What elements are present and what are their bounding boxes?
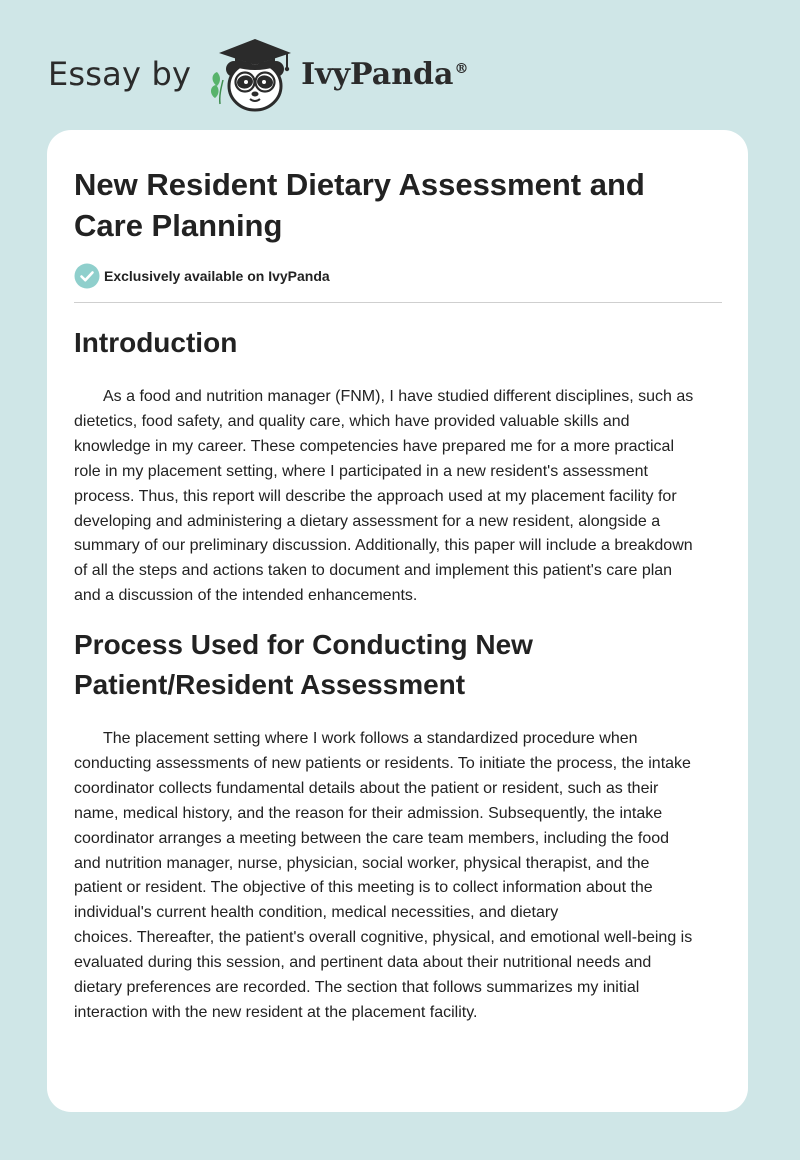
brand-name: IvyPanda® xyxy=(301,56,469,92)
paragraph-line: coordinator arranges a meeting between the care team members, including the food xyxy=(74,829,670,847)
exclusive-label: Exclusively available on IvyPanda xyxy=(104,268,330,284)
paragraph-process xyxy=(74,727,722,1026)
paragraph-line: As a food and nutrition manager (FNM), I have studied different disciplines, such as xyxy=(103,388,694,405)
panda-graduate-icon[interactable] xyxy=(207,34,299,114)
paragraph-line: name, medical history, and the reason for their admission. Subsequently, the intake xyxy=(74,804,663,822)
title-line: New Resident Dietary Assessment and xyxy=(74,167,645,202)
title-divider xyxy=(74,302,722,303)
paragraph-line: process. Thus, this report will describe the approach used at my placement facility for xyxy=(74,487,677,505)
paragraph-line: developing and administering a dietary assessment for a new resident, alongside a xyxy=(74,512,661,530)
exclusive-badge xyxy=(74,263,330,289)
brand-header xyxy=(48,34,468,114)
paragraph-line: individual's current health condition, medical necessities, and dietary xyxy=(74,904,559,922)
paragraph-line: and a discussion of the intended enhancements. xyxy=(74,587,418,605)
paragraph-line: conducting assessments of new patients or residents. To initiate the process, the intake xyxy=(74,754,691,772)
paragraph-line: dietetics, food safety, and quality care, which have provided valuable skills and xyxy=(74,412,630,430)
section-heading-introduction xyxy=(74,323,237,363)
paragraph-line: role in my placement setting, where I participated in a new resident's assessment xyxy=(74,462,648,480)
section-heading-process xyxy=(74,625,533,705)
essay-title xyxy=(74,164,714,246)
paragraph-line: evaluated during this session, and pertinent data about their nutritional needs and xyxy=(74,954,652,972)
heading-line: Process Used for Conducting New xyxy=(74,629,533,660)
paragraph-line: interaction with the new resident at the placement facility. xyxy=(74,1003,478,1021)
paragraph-line: The placement setting where I work follows a standardized procedure when xyxy=(103,730,638,747)
checkmark-badge-icon xyxy=(74,263,100,289)
title-line: Care Planning xyxy=(74,208,283,243)
paragraph-line: dietary preferences are recorded. The section that follows summarizes my initial xyxy=(74,979,640,997)
paragraph-line: knowledge in my career. These competencies have prepared me for a more practical xyxy=(74,437,675,455)
paragraph-line: and nutrition manager, nurse, physician, social worker, physical therapist, and the xyxy=(74,854,650,872)
heading-line: Introduction xyxy=(74,327,238,358)
brand-prefix: Essay by xyxy=(48,55,192,93)
paragraph-line: patient or resident. The objective of this meeting is to collect information about the xyxy=(74,879,653,897)
registered-mark: ® xyxy=(454,60,469,77)
paragraph-line: summary of our preliminary discussion. Additionally, this paper will include a breakdown xyxy=(74,537,693,555)
essay-card xyxy=(47,130,748,1112)
paragraph-line: of all the steps and actions taken to document and implement this patient's care plan xyxy=(74,562,673,580)
heading-line: Patient/Resident Assessment xyxy=(74,669,466,700)
paragraph-line: choices. Thereafter, the patient's overall cognitive, physical, and emotional well-being is xyxy=(74,929,693,947)
paragraph-introduction xyxy=(74,385,722,609)
paragraph-line: coordinator collects fundamental details about the patient or resident, such as their xyxy=(74,779,659,797)
